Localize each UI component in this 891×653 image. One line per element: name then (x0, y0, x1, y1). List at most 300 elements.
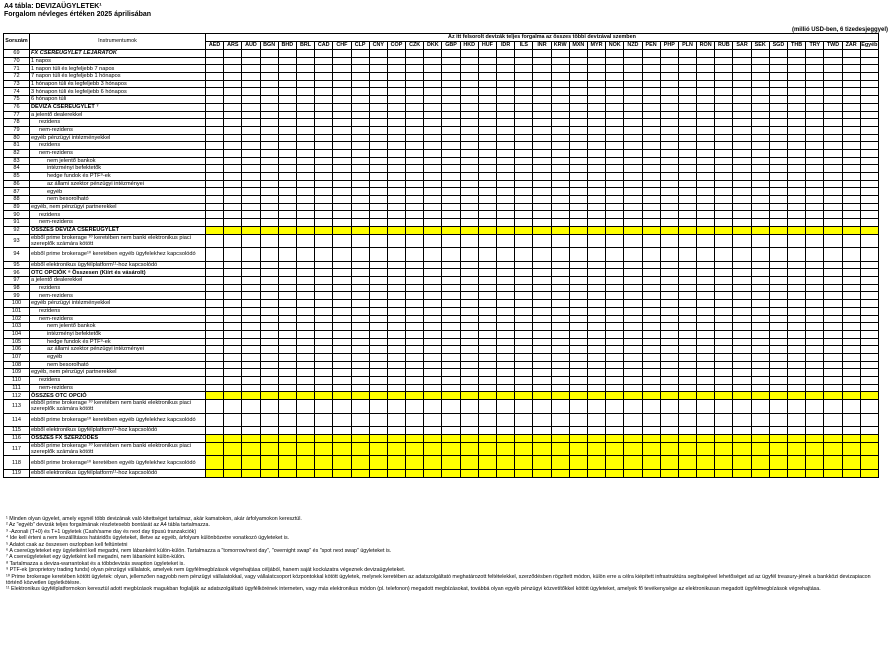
value-cell-nok[interactable] (606, 149, 624, 157)
value-cell-sgd[interactable] (769, 353, 787, 361)
value-cell-idr[interactable] (497, 111, 515, 119)
value-cell-nok[interactable] (606, 165, 624, 173)
value-cell-try[interactable] (806, 50, 824, 58)
value-cell-cny[interactable] (369, 434, 387, 442)
value-cell-cny[interactable] (369, 57, 387, 65)
value-cell-myr[interactable] (587, 96, 605, 104)
value-cell-gbp[interactable] (442, 73, 460, 81)
value-cell-hkd[interactable] (460, 196, 478, 204)
value-cell-gbp[interactable] (442, 442, 460, 456)
value-cell-egyéb[interactable] (860, 261, 878, 269)
value-cell-rub[interactable] (715, 469, 733, 477)
value-cell-aud[interactable] (242, 469, 260, 477)
value-cell-mxn[interactable] (569, 330, 587, 338)
value-cell-zar[interactable] (842, 142, 860, 150)
value-cell-inr[interactable] (533, 157, 551, 165)
value-cell-ron[interactable] (697, 65, 715, 73)
value-cell-brl[interactable] (296, 126, 314, 134)
value-cell-twd[interactable] (824, 377, 842, 385)
value-cell-inr[interactable] (533, 180, 551, 188)
value-cell-hkd[interactable] (460, 88, 478, 96)
value-cell-idr[interactable] (497, 369, 515, 377)
value-cell-thb[interactable] (788, 277, 806, 285)
value-cell-aed[interactable] (206, 80, 224, 88)
value-cell-dkk[interactable] (424, 73, 442, 81)
value-cell-nok[interactable] (606, 103, 624, 111)
value-cell-cop[interactable] (387, 277, 405, 285)
value-cell-cny[interactable] (369, 234, 387, 248)
value-cell-sek[interactable] (751, 226, 769, 234)
value-cell-myr[interactable] (587, 330, 605, 338)
value-cell-inr[interactable] (533, 392, 551, 400)
value-cell-ron[interactable] (697, 219, 715, 227)
value-cell-php[interactable] (660, 284, 678, 292)
value-cell-bhd[interactable] (278, 234, 296, 248)
value-cell-chf[interactable] (333, 65, 351, 73)
value-cell-pen[interactable] (642, 434, 660, 442)
value-cell-inr[interactable] (533, 434, 551, 442)
value-cell-sar[interactable] (733, 126, 751, 134)
value-cell-php[interactable] (660, 211, 678, 219)
value-cell-brl[interactable] (296, 469, 314, 477)
value-cell-bhd[interactable] (278, 203, 296, 211)
value-cell-nok[interactable] (606, 330, 624, 338)
value-cell-cad[interactable] (315, 149, 333, 157)
value-cell-ron[interactable] (697, 384, 715, 392)
value-cell-aud[interactable] (242, 361, 260, 369)
value-cell-mxn[interactable] (569, 392, 587, 400)
value-cell-nzd[interactable] (624, 211, 642, 219)
value-cell-bhd[interactable] (278, 413, 296, 427)
value-cell-inr[interactable] (533, 234, 551, 248)
value-cell-cny[interactable] (369, 269, 387, 277)
value-cell-pln[interactable] (678, 338, 696, 346)
value-cell-aed[interactable] (206, 50, 224, 58)
value-cell-sek[interactable] (751, 323, 769, 331)
value-cell-pln[interactable] (678, 96, 696, 104)
value-cell-mxn[interactable] (569, 219, 587, 227)
value-cell-cad[interactable] (315, 307, 333, 315)
value-cell-myr[interactable] (587, 73, 605, 81)
value-cell-aed[interactable] (206, 269, 224, 277)
value-cell-ron[interactable] (697, 400, 715, 414)
value-cell-czk[interactable] (406, 400, 424, 414)
value-cell-egyéb[interactable] (860, 165, 878, 173)
value-cell-nzd[interactable] (624, 307, 642, 315)
value-cell-egyéb[interactable] (860, 269, 878, 277)
value-cell-huf[interactable] (478, 300, 496, 308)
value-cell-dkk[interactable] (424, 307, 442, 315)
value-cell-myr[interactable] (587, 165, 605, 173)
value-cell-thb[interactable] (788, 361, 806, 369)
value-cell-gbp[interactable] (442, 149, 460, 157)
value-cell-mxn[interactable] (569, 323, 587, 331)
value-cell-gbp[interactable] (442, 111, 460, 119)
value-cell-gbp[interactable] (442, 261, 460, 269)
value-cell-cad[interactable] (315, 413, 333, 427)
value-cell-nzd[interactable] (624, 180, 642, 188)
value-cell-gbp[interactable] (442, 103, 460, 111)
value-cell-aed[interactable] (206, 73, 224, 81)
value-cell-sgd[interactable] (769, 80, 787, 88)
value-cell-sar[interactable] (733, 65, 751, 73)
value-cell-aud[interactable] (242, 65, 260, 73)
value-cell-ron[interactable] (697, 111, 715, 119)
value-cell-thb[interactable] (788, 57, 806, 65)
value-cell-sar[interactable] (733, 269, 751, 277)
value-cell-bgn[interactable] (260, 219, 278, 227)
value-cell-brl[interactable] (296, 211, 314, 219)
value-cell-nok[interactable] (606, 157, 624, 165)
value-cell-chf[interactable] (333, 353, 351, 361)
value-cell-sar[interactable] (733, 456, 751, 470)
value-cell-ars[interactable] (224, 142, 242, 150)
value-cell-hkd[interactable] (460, 80, 478, 88)
value-cell-clp[interactable] (351, 188, 369, 196)
value-cell-thb[interactable] (788, 111, 806, 119)
value-cell-try[interactable] (806, 65, 824, 73)
value-cell-egyéb[interactable] (860, 65, 878, 73)
value-cell-clp[interactable] (351, 134, 369, 142)
value-cell-try[interactable] (806, 261, 824, 269)
value-cell-aud[interactable] (242, 277, 260, 285)
value-cell-pen[interactable] (642, 134, 660, 142)
value-cell-myr[interactable] (587, 180, 605, 188)
value-cell-sek[interactable] (751, 103, 769, 111)
value-cell-try[interactable] (806, 456, 824, 470)
value-cell-krw[interactable] (551, 173, 569, 181)
value-cell-cop[interactable] (387, 50, 405, 58)
value-cell-thb[interactable] (788, 157, 806, 165)
value-cell-sar[interactable] (733, 134, 751, 142)
value-cell-php[interactable] (660, 248, 678, 262)
value-cell-clp[interactable] (351, 219, 369, 227)
value-cell-krw[interactable] (551, 369, 569, 377)
value-cell-thb[interactable] (788, 392, 806, 400)
value-cell-inr[interactable] (533, 330, 551, 338)
value-cell-hkd[interactable] (460, 392, 478, 400)
value-cell-bgn[interactable] (260, 307, 278, 315)
value-cell-mxn[interactable] (569, 173, 587, 181)
value-cell-pen[interactable] (642, 96, 660, 104)
value-cell-pen[interactable] (642, 248, 660, 262)
value-cell-twd[interactable] (824, 180, 842, 188)
value-cell-rub[interactable] (715, 111, 733, 119)
value-cell-cny[interactable] (369, 300, 387, 308)
value-cell-pln[interactable] (678, 126, 696, 134)
value-cell-php[interactable] (660, 346, 678, 354)
value-cell-cop[interactable] (387, 219, 405, 227)
value-cell-cop[interactable] (387, 346, 405, 354)
value-cell-idr[interactable] (497, 284, 515, 292)
value-cell-nok[interactable] (606, 369, 624, 377)
value-cell-huf[interactable] (478, 119, 496, 127)
value-cell-krw[interactable] (551, 392, 569, 400)
value-cell-idr[interactable] (497, 353, 515, 361)
value-cell-pen[interactable] (642, 57, 660, 65)
value-cell-myr[interactable] (587, 173, 605, 181)
value-cell-brl[interactable] (296, 369, 314, 377)
value-cell-cop[interactable] (387, 469, 405, 477)
value-cell-clp[interactable] (351, 400, 369, 414)
value-cell-pln[interactable] (678, 149, 696, 157)
value-cell-mxn[interactable] (569, 384, 587, 392)
value-cell-mxn[interactable] (569, 346, 587, 354)
value-cell-cop[interactable] (387, 353, 405, 361)
value-cell-cny[interactable] (369, 119, 387, 127)
value-cell-dkk[interactable] (424, 203, 442, 211)
value-cell-twd[interactable] (824, 119, 842, 127)
value-cell-huf[interactable] (478, 157, 496, 165)
value-cell-aed[interactable] (206, 330, 224, 338)
value-cell-twd[interactable] (824, 346, 842, 354)
value-cell-aed[interactable] (206, 338, 224, 346)
value-cell-chf[interactable] (333, 346, 351, 354)
value-cell-sek[interactable] (751, 442, 769, 456)
value-cell-egyéb[interactable] (860, 173, 878, 181)
value-cell-zar[interactable] (842, 307, 860, 315)
value-cell-aed[interactable] (206, 180, 224, 188)
value-cell-czk[interactable] (406, 353, 424, 361)
value-cell-twd[interactable] (824, 157, 842, 165)
value-cell-myr[interactable] (587, 126, 605, 134)
value-cell-hkd[interactable] (460, 284, 478, 292)
value-cell-gbp[interactable] (442, 196, 460, 204)
value-cell-inr[interactable] (533, 384, 551, 392)
value-cell-cad[interactable] (315, 134, 333, 142)
value-cell-bhd[interactable] (278, 300, 296, 308)
value-cell-clp[interactable] (351, 96, 369, 104)
value-cell-aed[interactable] (206, 248, 224, 262)
value-cell-sar[interactable] (733, 211, 751, 219)
value-cell-dkk[interactable] (424, 65, 442, 73)
value-cell-aed[interactable] (206, 188, 224, 196)
value-cell-mxn[interactable] (569, 57, 587, 65)
value-cell-try[interactable] (806, 400, 824, 414)
value-cell-sar[interactable] (733, 196, 751, 204)
value-cell-inr[interactable] (533, 165, 551, 173)
value-cell-twd[interactable] (824, 392, 842, 400)
value-cell-egyéb[interactable] (860, 392, 878, 400)
value-cell-czk[interactable] (406, 88, 424, 96)
value-cell-sar[interactable] (733, 111, 751, 119)
value-cell-myr[interactable] (587, 65, 605, 73)
value-cell-ron[interactable] (697, 134, 715, 142)
value-cell-nzd[interactable] (624, 234, 642, 248)
value-cell-cad[interactable] (315, 361, 333, 369)
value-cell-gbp[interactable] (442, 50, 460, 58)
value-cell-thb[interactable] (788, 269, 806, 277)
value-cell-cny[interactable] (369, 361, 387, 369)
value-cell-brl[interactable] (296, 196, 314, 204)
value-cell-twd[interactable] (824, 338, 842, 346)
value-cell-bgn[interactable] (260, 119, 278, 127)
value-cell-sgd[interactable] (769, 211, 787, 219)
value-cell-egyéb[interactable] (860, 353, 878, 361)
value-cell-twd[interactable] (824, 126, 842, 134)
value-cell-egyéb[interactable] (860, 203, 878, 211)
value-cell-ron[interactable] (697, 361, 715, 369)
value-cell-zar[interactable] (842, 392, 860, 400)
value-cell-dkk[interactable] (424, 292, 442, 300)
value-cell-myr[interactable] (587, 50, 605, 58)
value-cell-bhd[interactable] (278, 188, 296, 196)
value-cell-ils[interactable] (515, 134, 533, 142)
value-cell-try[interactable] (806, 469, 824, 477)
value-cell-myr[interactable] (587, 234, 605, 248)
value-cell-inr[interactable] (533, 126, 551, 134)
value-cell-rub[interactable] (715, 65, 733, 73)
value-cell-hkd[interactable] (460, 346, 478, 354)
value-cell-inr[interactable] (533, 142, 551, 150)
value-cell-dkk[interactable] (424, 377, 442, 385)
value-cell-nzd[interactable] (624, 149, 642, 157)
value-cell-aed[interactable] (206, 300, 224, 308)
value-cell-aud[interactable] (242, 226, 260, 234)
value-cell-huf[interactable] (478, 377, 496, 385)
value-cell-sek[interactable] (751, 88, 769, 96)
value-cell-zar[interactable] (842, 277, 860, 285)
value-cell-thb[interactable] (788, 400, 806, 414)
value-cell-rub[interactable] (715, 261, 733, 269)
value-cell-gbp[interactable] (442, 180, 460, 188)
value-cell-clp[interactable] (351, 323, 369, 331)
value-cell-twd[interactable] (824, 211, 842, 219)
value-cell-ils[interactable] (515, 65, 533, 73)
value-cell-cad[interactable] (315, 261, 333, 269)
value-cell-inr[interactable] (533, 111, 551, 119)
value-cell-inr[interactable] (533, 315, 551, 323)
value-cell-php[interactable] (660, 456, 678, 470)
value-cell-zar[interactable] (842, 292, 860, 300)
value-cell-pln[interactable] (678, 226, 696, 234)
value-cell-try[interactable] (806, 434, 824, 442)
value-cell-php[interactable] (660, 384, 678, 392)
value-cell-pln[interactable] (678, 442, 696, 456)
value-cell-thb[interactable] (788, 80, 806, 88)
value-cell-ron[interactable] (697, 119, 715, 127)
value-cell-egyéb[interactable] (860, 277, 878, 285)
value-cell-czk[interactable] (406, 292, 424, 300)
value-cell-php[interactable] (660, 307, 678, 315)
value-cell-cad[interactable] (315, 65, 333, 73)
value-cell-pen[interactable] (642, 226, 660, 234)
value-cell-nok[interactable] (606, 315, 624, 323)
value-cell-idr[interactable] (497, 413, 515, 427)
value-cell-twd[interactable] (824, 73, 842, 81)
value-cell-sar[interactable] (733, 261, 751, 269)
value-cell-cad[interactable] (315, 142, 333, 150)
value-cell-nzd[interactable] (624, 126, 642, 134)
value-cell-zar[interactable] (842, 96, 860, 104)
value-cell-pen[interactable] (642, 427, 660, 435)
value-cell-idr[interactable] (497, 149, 515, 157)
value-cell-pln[interactable] (678, 292, 696, 300)
value-cell-sgd[interactable] (769, 248, 787, 262)
value-cell-nok[interactable] (606, 269, 624, 277)
value-cell-czk[interactable] (406, 103, 424, 111)
value-cell-aed[interactable] (206, 219, 224, 227)
value-cell-cop[interactable] (387, 384, 405, 392)
value-cell-bgn[interactable] (260, 203, 278, 211)
value-cell-sar[interactable] (733, 219, 751, 227)
value-cell-sek[interactable] (751, 427, 769, 435)
value-cell-idr[interactable] (497, 248, 515, 262)
value-cell-cad[interactable] (315, 88, 333, 96)
value-cell-bhd[interactable] (278, 50, 296, 58)
value-cell-sgd[interactable] (769, 400, 787, 414)
value-cell-sgd[interactable] (769, 203, 787, 211)
value-cell-czk[interactable] (406, 119, 424, 127)
value-cell-zar[interactable] (842, 323, 860, 331)
value-cell-krw[interactable] (551, 384, 569, 392)
value-cell-mxn[interactable] (569, 427, 587, 435)
value-cell-bhd[interactable] (278, 226, 296, 234)
value-cell-aud[interactable] (242, 50, 260, 58)
value-cell-clp[interactable] (351, 330, 369, 338)
value-cell-dkk[interactable] (424, 400, 442, 414)
value-cell-try[interactable] (806, 196, 824, 204)
value-cell-pen[interactable] (642, 315, 660, 323)
value-cell-myr[interactable] (587, 361, 605, 369)
value-cell-gbp[interactable] (442, 269, 460, 277)
value-cell-bhd[interactable] (278, 103, 296, 111)
value-cell-rub[interactable] (715, 307, 733, 315)
value-cell-bhd[interactable] (278, 261, 296, 269)
value-cell-hkd[interactable] (460, 377, 478, 385)
value-cell-thb[interactable] (788, 134, 806, 142)
value-cell-bgn[interactable] (260, 346, 278, 354)
value-cell-nok[interactable] (606, 80, 624, 88)
value-cell-pln[interactable] (678, 284, 696, 292)
value-cell-sar[interactable] (733, 73, 751, 81)
value-cell-chf[interactable] (333, 269, 351, 277)
value-cell-ars[interactable] (224, 219, 242, 227)
value-cell-hkd[interactable] (460, 413, 478, 427)
value-cell-sar[interactable] (733, 157, 751, 165)
value-cell-krw[interactable] (551, 307, 569, 315)
value-cell-pen[interactable] (642, 149, 660, 157)
value-cell-ron[interactable] (697, 50, 715, 58)
value-cell-try[interactable] (806, 248, 824, 262)
value-cell-php[interactable] (660, 400, 678, 414)
value-cell-czk[interactable] (406, 73, 424, 81)
value-cell-ars[interactable] (224, 173, 242, 181)
value-cell-pen[interactable] (642, 50, 660, 58)
value-cell-sar[interactable] (733, 234, 751, 248)
value-cell-pln[interactable] (678, 180, 696, 188)
value-cell-krw[interactable] (551, 261, 569, 269)
value-cell-pen[interactable] (642, 377, 660, 385)
value-cell-egyéb[interactable] (860, 292, 878, 300)
value-cell-mxn[interactable] (569, 456, 587, 470)
value-cell-ars[interactable] (224, 346, 242, 354)
value-cell-try[interactable] (806, 219, 824, 227)
value-cell-sar[interactable] (733, 88, 751, 96)
value-cell-pln[interactable] (678, 377, 696, 385)
value-cell-aud[interactable] (242, 57, 260, 65)
value-cell-pen[interactable] (642, 413, 660, 427)
value-cell-sar[interactable] (733, 149, 751, 157)
value-cell-brl[interactable] (296, 277, 314, 285)
value-cell-chf[interactable] (333, 119, 351, 127)
value-cell-clp[interactable] (351, 261, 369, 269)
value-cell-bhd[interactable] (278, 427, 296, 435)
value-cell-egyéb[interactable] (860, 442, 878, 456)
value-cell-php[interactable] (660, 149, 678, 157)
value-cell-cny[interactable] (369, 292, 387, 300)
value-cell-sek[interactable] (751, 353, 769, 361)
